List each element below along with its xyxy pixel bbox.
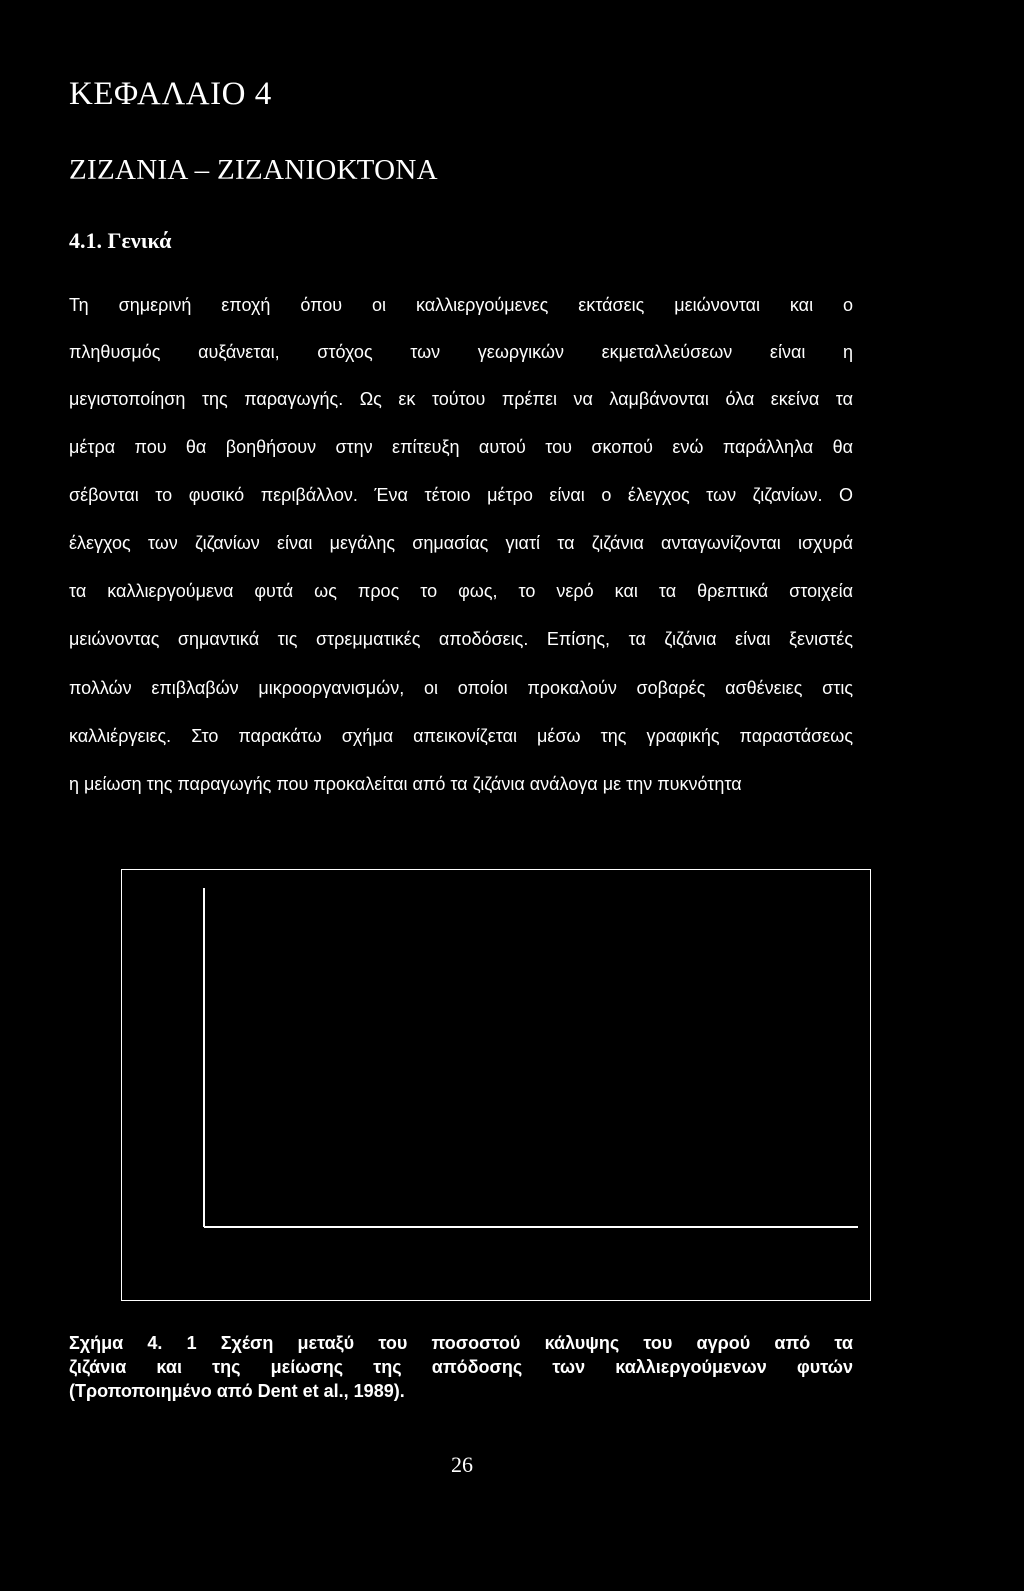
body-line: η μείωση της παραγωγής που προκαλείται από τα ζιζάνια ανάλογα με την πυκνότητα [69, 774, 742, 794]
caption-line: (Τροποποιημένο από Dent et al., 1989). [69, 1381, 405, 1401]
body-line: Τη σημερινή εποχή όπου οι καλλιεργούμενες εκτάσεις μειώνονται και ο [69, 295, 853, 315]
body-line: μέτρα που θα βοηθήσουν στην επίτευξη αυτού του σκοπού ενώ παράλληλα θα [69, 437, 853, 457]
page-number: 26 [451, 1452, 473, 1477]
body-line: τα καλλιεργούμενα φυτά ως προς το φως, το νερό και τα θρεπτικά στοιχεία [69, 581, 853, 601]
subsection-title: 4.1. Γενικά [69, 228, 172, 253]
body-line: μειώνοντας σημαντικά τις στρεμματικές αποδόσεις. Επίσης, τα ζιζάνια είναι ξενιστές [69, 629, 853, 649]
figure-frame [121, 869, 871, 1301]
body-line: μεγιστοποίηση της παραγωγής. Ως εκ τούτου πρέπει να λαμβάνονται όλα εκείνα τα [69, 389, 853, 409]
figure-plot-area [122, 870, 870, 1300]
caption-line: ζιζάνια και της μείωσης της απόδοσης των καλλιεργούμενων φυτών [69, 1357, 853, 1377]
caption-line: Σχήμα 4. 1 Σχέση μεταξύ του ποσοστού κάλυψης του αγρού από τα [69, 1333, 853, 1353]
body-line: έλεγχος των ζιζανίων είναι μεγάλης σημασίας γιατί τα ζιζάνια ανταγωνίζονται ισχυρά [69, 533, 853, 553]
body-line: σέβονται το φυσικό περιβάλλον. Ένα τέτοιο μέτρο είναι ο έλεγχος των ζιζανίων. Ο [69, 485, 853, 505]
section-title: ΖΙΖΑΝΙΑ – ΖΙΖΑΝΙΟΚΤΟΝΑ [69, 154, 438, 186]
body-line: καλλιέργειες. Στο παρακάτω σχήμα απεικονίζεται μέσω της γραφικής παραστάσεως [69, 726, 853, 746]
body-line: πολλών επιβλαβών μικροοργανισμών, οι οποίοι προκαλούν σοβαρές ασθένειες στις [69, 678, 853, 698]
body-line: πληθυσμός αυξάνεται, στόχος των γεωργικών εκμεταλλεύσεων είναι η [69, 342, 853, 362]
chapter-title: ΚΕΦΑΛΑΙΟ 4 [69, 76, 272, 112]
